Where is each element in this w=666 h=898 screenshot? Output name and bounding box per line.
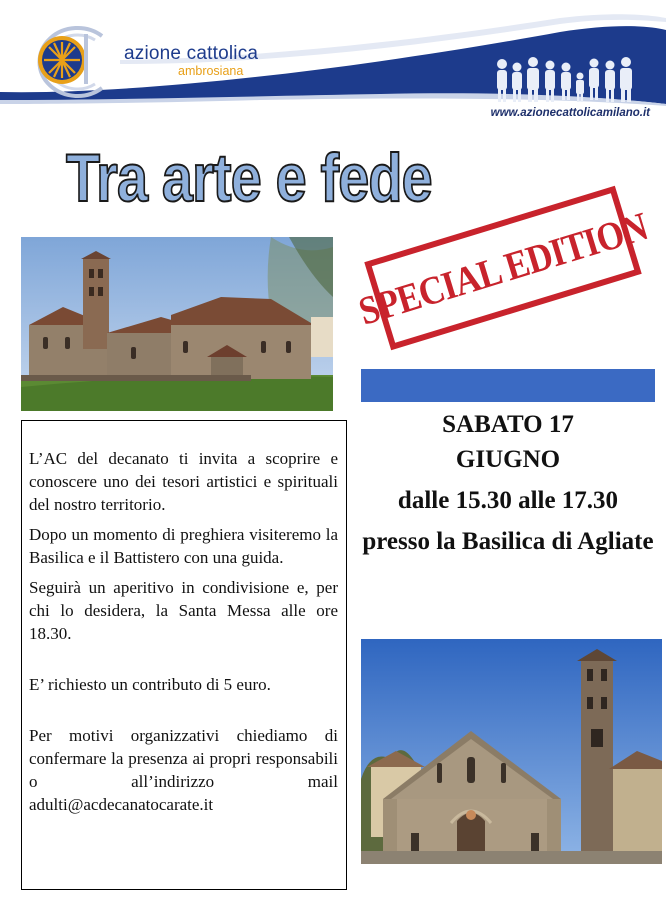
page-title: Tra arte e fede: [66, 140, 432, 216]
ac-logo-icon: [38, 28, 102, 96]
stamp-text: SPECIAL EDITION: [353, 202, 653, 334]
event-time: dalle 15.30 alle 17.30: [397, 487, 619, 514]
event-info: [361, 407, 655, 559]
logo-text: [124, 44, 258, 78]
invitation-textbox: [21, 420, 347, 890]
logo-subtitle: ambrosiana: [178, 64, 244, 78]
basilica-facade-photo: [361, 639, 662, 864]
paragraph-aperitivo: Seguirà un aperitivo in condivisione e, per chi lo desidera, la Santa Messa alle ore 18.30.: [29, 578, 338, 643]
basilica-baptistery-photo: [21, 237, 333, 411]
paragraph-confirmation: Per motivi organizzativi chiediamo di confermare la presenza ai propri responsabili o all’indirizzo mail adulti@acdecanatocarate.it: [29, 726, 338, 814]
logo-name: azione cattolica: [124, 43, 259, 64]
paragraph-invitation: L’AC del decanato ti invita a scoprire e conoscere uno dei tesori artistici e spirituali del nostro territorio.: [29, 449, 338, 514]
event-place: presso la Basilica di Agliate: [362, 528, 654, 555]
website-link[interactable]: www.azionecattolicamilano.it: [490, 107, 650, 119]
paragraph-contribution: E’ richiesto un contributo di 5 euro.: [29, 675, 271, 694]
decorative-blue-bar: [361, 369, 655, 402]
paragraph-program: Dopo un momento di preghiera visiteremo la Basilica e il Battistero con una guida.: [29, 525, 338, 567]
header: [0, 0, 666, 125]
event-date-line2: GIUGNO: [455, 446, 561, 473]
event-date-line1: SABATO 17: [442, 411, 574, 438]
